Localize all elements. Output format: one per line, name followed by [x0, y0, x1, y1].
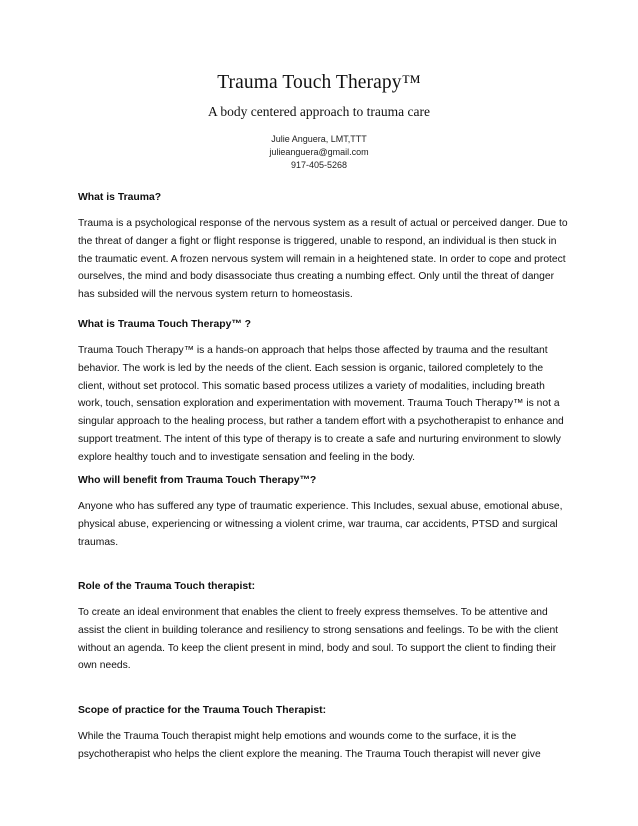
contact-email: julieanguera@gmail.com	[269, 147, 369, 157]
section-heading: What is Trauma Touch Therapy™ ?	[78, 319, 252, 330]
contact-phone: 917-405-5268	[290, 160, 348, 170]
section-body: To create an ideal environment that enables the client to freely express themselves. To be attentive and assist the client in building tolerance and resiliency to strong sensations and feelings. To be with the client without an agenda. To keep the client present in mind, body and soul. To support the client to finding their own needs.	[78, 607, 559, 672]
section-heading: Role of the Trauma Touch therapist:	[78, 581, 256, 592]
section-what-is-trauma	[78, 191, 570, 304]
section-heading: What is Trauma?	[78, 192, 162, 203]
section-body: Anyone who has suffered any type of traumatic experience. This Includes, sexual abuse, emotional abuse, physical abuse, experiencing or witnessing a violent crime, war trauma, car accidents, PTSD and surgical traumas.	[78, 501, 563, 548]
section-role-of-therapist	[78, 580, 570, 675]
section-body: Trauma Touch Therapy™ is a hands-on approach that helps those affected by trauma and the resultant behavior. The work is led by the needs of the client. Each session is organic, tailored completely to the client, without set protocol. This somatic based process utilizes a variety of modalities, including breath work, touch, sensation exploration and experimentation with movement. Trauma Touch Therapy™ is not a singular approach to the healing process, but rather a tandem effort with a psychotherapist to enhance and support treatment. The intent of this type of therapy is to create a safe and nurturing environment to slowly explore healthy touch and to investigate sensation and feeling in the body.	[78, 345, 564, 463]
section-heading: Scope of practice for the Trauma Touch Therapist:	[78, 705, 327, 716]
section-body: While the Trauma Touch therapist might help emotions and wounds come to the surface, it is the psychotherapist who helps the client explore the meaning. The Trauma Touch therapist will never give	[78, 731, 541, 760]
section-heading: Who will benefit from Trauma Touch Therapy™?	[78, 475, 317, 486]
section-scope-of-practice	[78, 704, 570, 764]
section-body: Trauma is a psychological response of the nervous system as a result of actual or perceived danger. Due to the threat of danger a fight or flight response is triggered, unable to respond, an individual is then stuck in the traumatic event. A frozen nervous system will remain in a heightened state. In order to cope and protect ourselves, the mind and body disassociate thus creating a numbing effect. Only until the threat of danger has subsided will the nervous system return to homeostasis.	[78, 218, 568, 301]
section-what-is-ttt	[78, 318, 570, 467]
document-title: Trauma Touch Therapy™	[217, 72, 421, 93]
contact-name: Julie Anguera, LMT,TTT	[271, 134, 367, 144]
document-subtitle: A body centered approach to trauma care	[208, 104, 430, 119]
section-who-benefits	[78, 474, 570, 551]
